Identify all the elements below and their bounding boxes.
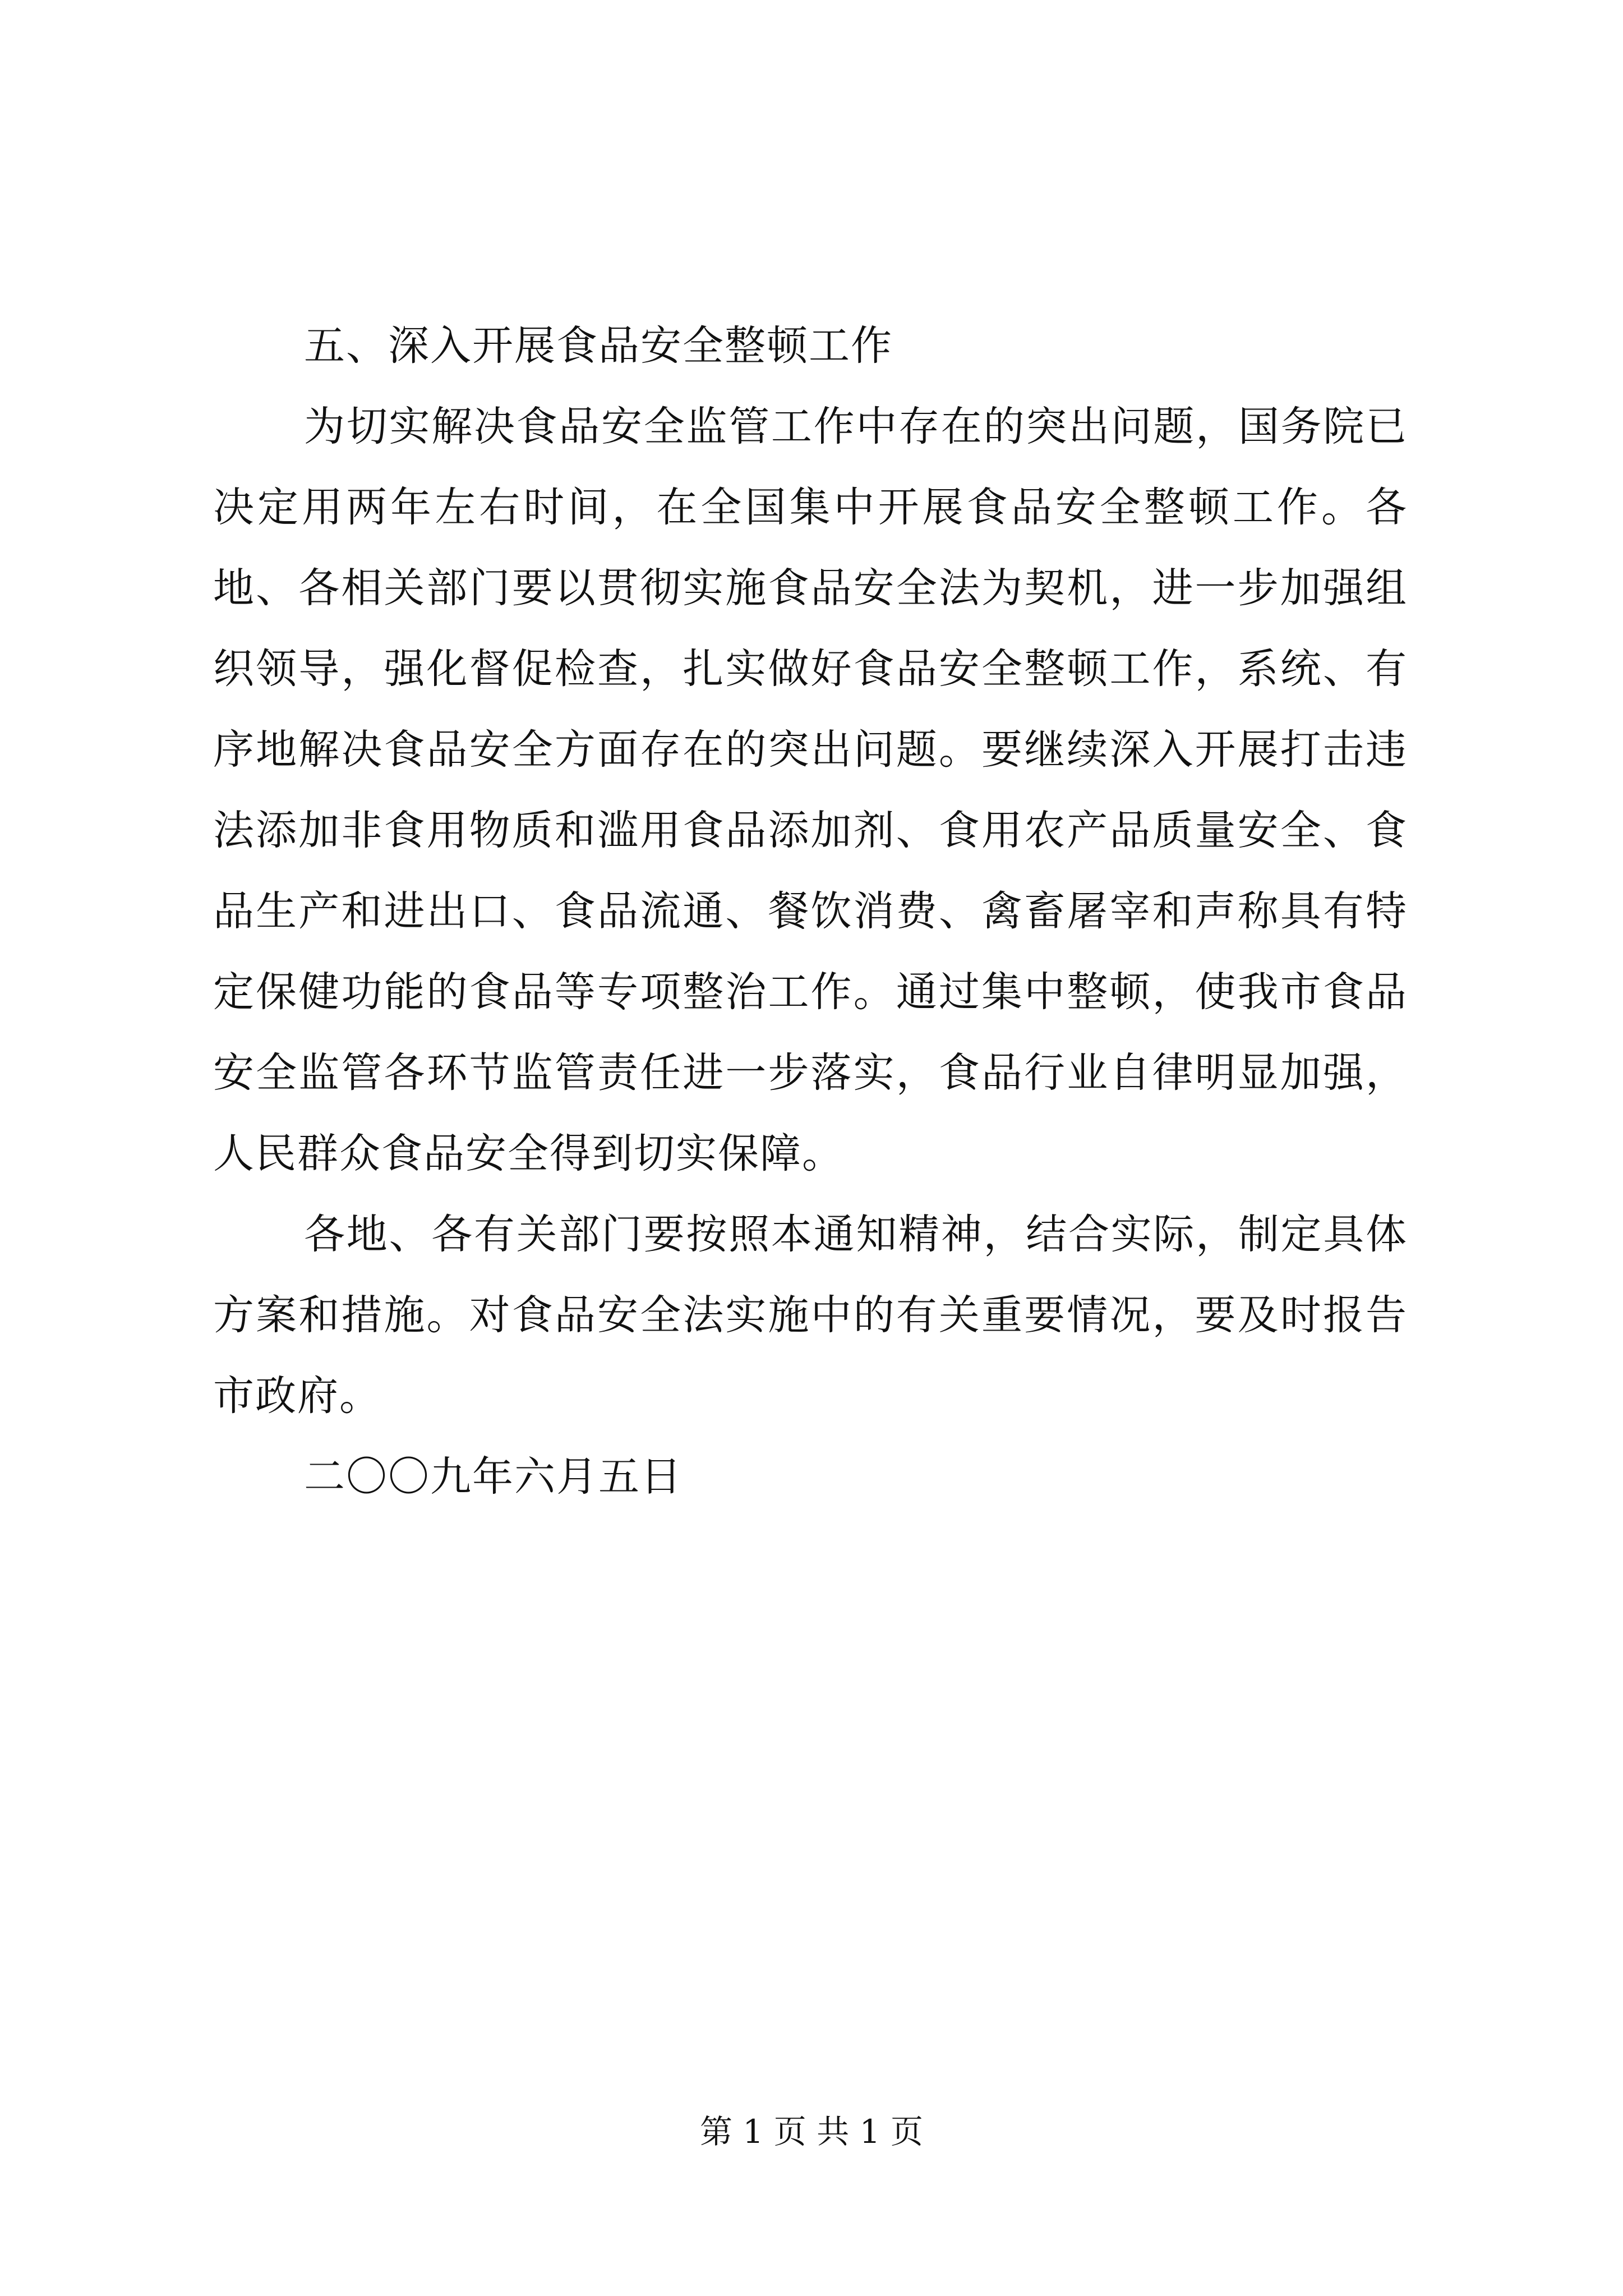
document-body (213, 306, 1408, 1517)
paragraph-rectification: 为切实解决食品安全监管工作中存在的突出问题，国务院已决定用两年左右时间，在全国集中开展食品安全整顿工作。各地、各相关部门要以贯彻实施食品安全法为契机，进一步加强组织领导，强化督促检查，扎实做好食品安全整顿工作，系统、有序地解决食品安全方面存在的突出问题。要继续深入开展打击违法添加非食用物质和滥用食品添加剂、食用农产品质量安全、食品生产和进出口、食品流通、餐饮消费、禽畜屠宰和声称具有特定保健功能的食品等专项整治工作。通过集中整顿，使我市食品安全监管各环节监管责任进一步落实，食品行业自律明显加强，人民群众食品安全得到切实保障。 (213, 403, 1408, 1177)
document-date: 二〇〇九年六月五日 (304, 1453, 683, 1501)
paragraph-implementation: 各地、各有关部门要按照本通知精神，结合实际，制定具体方案和措施。对食品安全法实施中的有关重要情况，要及时报告市政府。 (213, 1211, 1408, 1420)
page-number-footer: 第 1 页 共 1 页 (700, 2113, 923, 2151)
section-heading: 五、深入开展食品安全整顿工作 (304, 322, 893, 370)
